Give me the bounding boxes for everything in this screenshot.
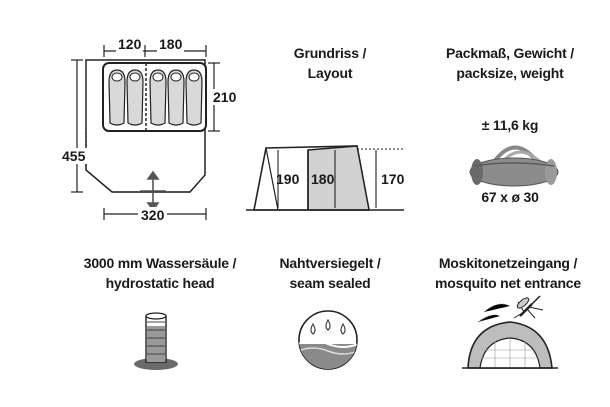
pack-weight: ± 11,6 kg bbox=[481, 117, 539, 133]
mosquito-title-line2: mosquito net entrance bbox=[435, 275, 581, 291]
hydro-title-line1: 3000 mm Wassersäule / bbox=[83, 255, 237, 271]
pack-title-line1: Packmaß, Gewicht / bbox=[446, 45, 574, 61]
dim-width-right: 180 bbox=[159, 36, 183, 52]
layout-title-line1: Grundriss / bbox=[293, 45, 367, 61]
height-mid: 180 bbox=[311, 171, 335, 187]
pack-title-line2: packsize, weight bbox=[456, 65, 564, 81]
seam-title-line1: Nahtversiegelt / bbox=[279, 255, 381, 271]
mosquito-title-line1: Moskitonetzeingang / bbox=[438, 255, 578, 271]
seam-title-line2: seam sealed bbox=[289, 275, 371, 291]
dim-total-depth: 455 bbox=[62, 148, 86, 164]
layout-title-line2: Layout bbox=[307, 65, 353, 81]
pack-size: 67 x ø 30 bbox=[481, 189, 539, 205]
hydro-title-line2: hydrostatic head bbox=[105, 275, 215, 291]
dim-inner-depth: 210 bbox=[213, 89, 237, 105]
dim-width-left: 120 bbox=[118, 36, 142, 52]
height-right: 170 bbox=[381, 171, 405, 187]
height-left: 190 bbox=[276, 171, 300, 187]
mosquito-icon bbox=[514, 296, 543, 318]
dim-total-width: 320 bbox=[138, 207, 167, 223]
